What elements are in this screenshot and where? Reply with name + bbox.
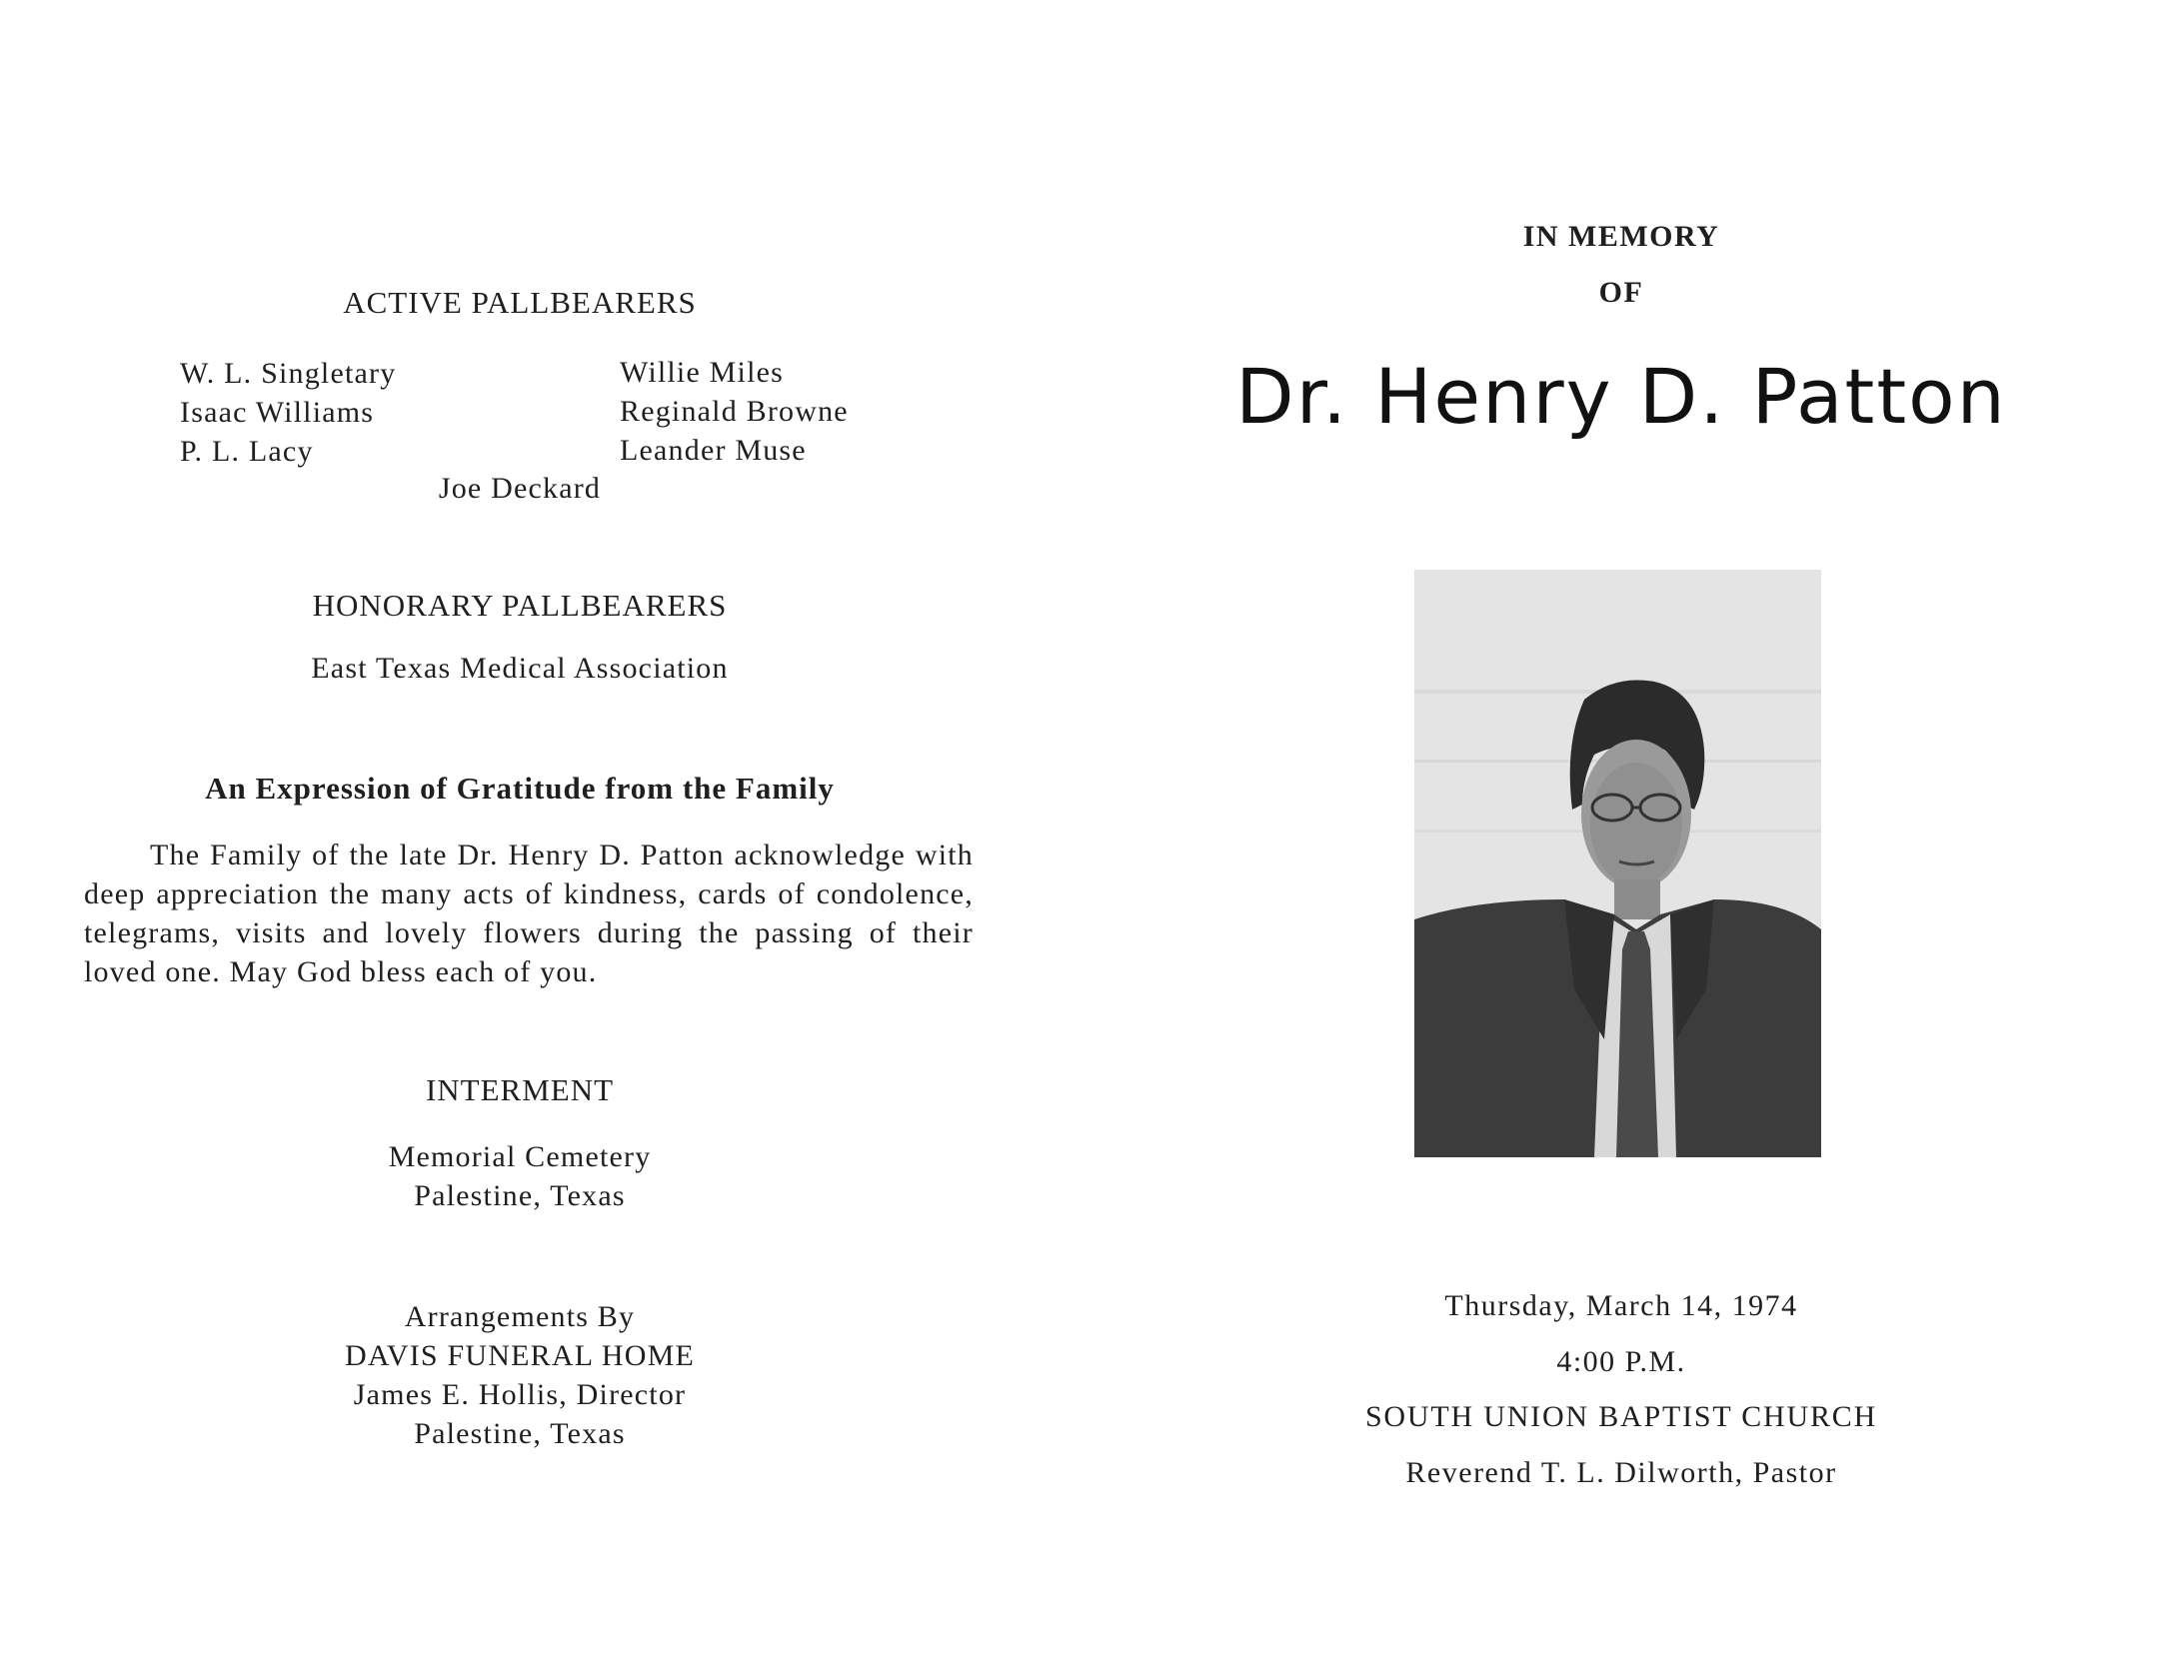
of-heading: OF [1598,276,1644,309]
interment-city: Palestine, Texas [414,1179,626,1212]
gratitude-text: The Family of the late Dr. Henry D. Patton acknowledge with deep appreciation the many acts of kindness, cards of condolence, telegrams, visits and lovely flowers during the passing of their loved one. May God bless each of you. [84,839,974,988]
pallbearer-name: Willie Miles [620,356,785,389]
funeral-director: James E. Hollis, Director [353,1378,687,1411]
funeral-home-city: Palestine, Texas [414,1417,626,1450]
interment-cemetery: Memorial Cemetery [388,1140,652,1173]
arrangements-heading: Arrangements By [404,1300,636,1333]
honorary-pallbearers-heading: HONORARY PALLBEARERS [312,588,728,623]
pallbearer-name: Reginald Browne [620,395,849,428]
pallbearer-name: Isaac Williams [180,396,375,429]
pallbearer-name: Leander Muse [620,434,807,467]
pallbearer-name: W. L. Singletary [180,357,397,390]
honorary-pallbearers-name: East Texas Medical Association [311,652,729,685]
funeral-home-name: DAVIS FUNERAL HOME [345,1339,695,1372]
service-date: Thursday, March 14, 1974 [1444,1289,1798,1322]
interment-heading: INTERMENT [425,1072,615,1107]
active-pallbearers-heading: ACTIVE PALLBEARERS [343,285,697,320]
service-church: SOUTH UNION BAPTIST CHURCH [1364,1400,1878,1433]
service-time: 4:00 P.M. [1556,1345,1686,1378]
portrait-photo [1414,570,1821,1157]
portrait-photo-icon [1414,570,1821,1157]
interment-location [0,1137,1040,1215]
deceased-name: Dr. Henry D. Patton [1235,352,2007,441]
active-pallbearers-left-column [180,354,396,471]
service-pastor: Reverend T. L. Dilworth, Pastor [1405,1456,1837,1489]
in-memory-heading: IN MEMORY [1522,220,1720,253]
right-page [1092,0,2184,1680]
arrangements-block [0,1297,1040,1453]
gratitude-heading: An Expression of Gratitude from the Family [205,771,835,806]
pallbearer-name-center: Joe Deckard [438,472,602,505]
active-pallbearers-right-column [620,353,849,470]
pallbearer-name: P. L. Lacy [180,435,314,468]
